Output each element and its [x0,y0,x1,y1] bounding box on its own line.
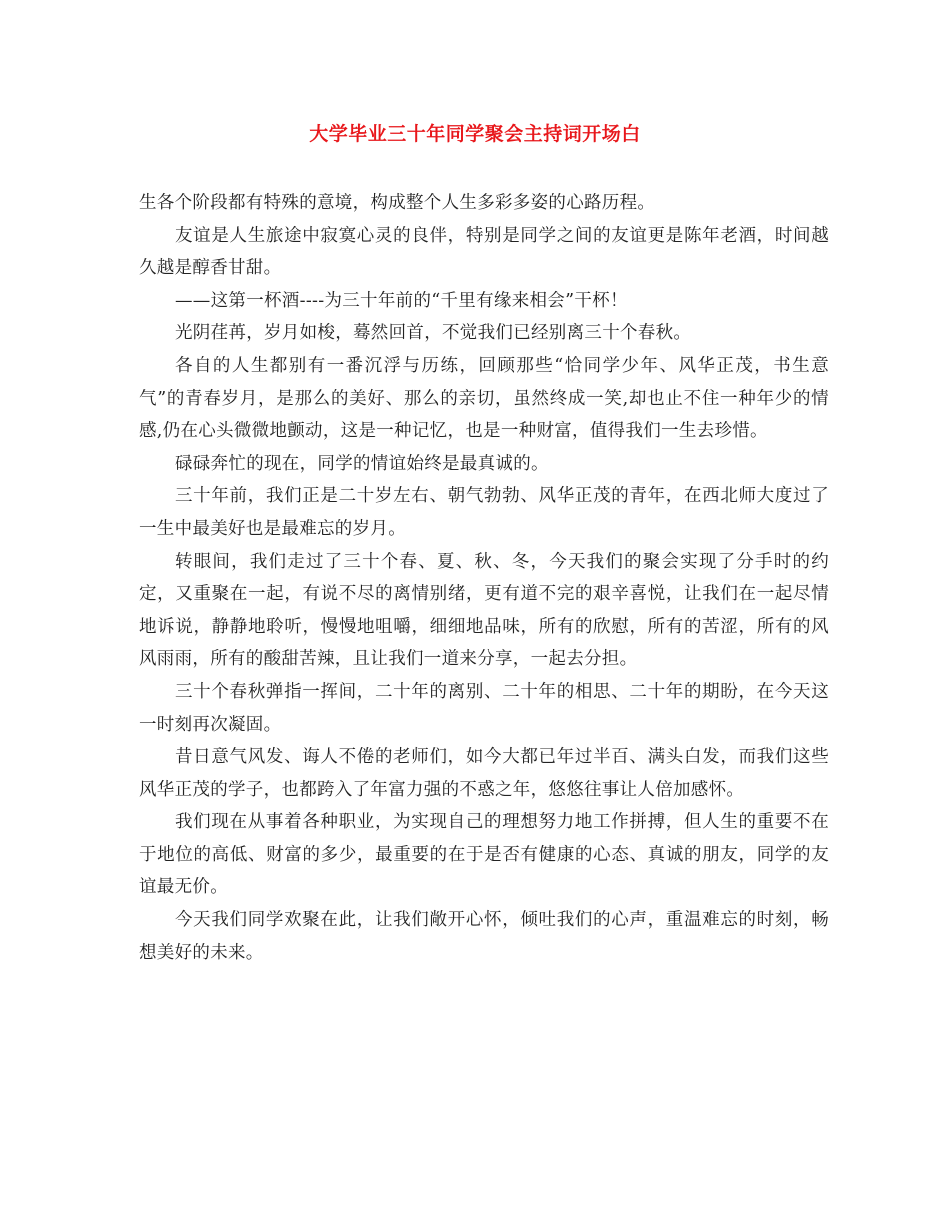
body-paragraph: 三十个春秋弹指一挥间，二十年的离别、二十年的相思、二十年的期盼，在今天这一时刻再次凝固。 [139,681,829,735]
body-paragraph: 光阴荏苒，岁月如梭，蓦然回首，不觉我们已经别离三十个春秋。 [175,323,692,344]
body-paragraph: 各自的人生都别有一番沉浮与历练，回顾那些“恰同学少年、风华正茂，书生意气”的青春岁月，是那么的美好、那么的亲切，虽然终成一笑,却也止不住一种年少的情感,仍在心头微微地颤动，这是一种记忆，也是一种财富，值得我们一生去珍惜。 [139,355,829,442]
document-title: 大学毕业三十年同学聚会主持词开场白 [309,123,641,145]
body-paragraph: 友谊是人生旅途中寂寞心灵的良伴，特别是同学之间的友谊更是陈年老酒，时间越久越是醇香甘甜。 [139,225,829,279]
body-paragraph: 碌碌奔忙的现在，同学的情谊始终是最真诚的。 [175,453,549,474]
body-paragraph: 转眼间，我们走过了三十个春、夏、秋、冬，今天我们的聚会实现了分手时的约定，又重聚在一起，有说不尽的离情别绪，更有道不完的艰辛喜悦，让我们在一起尽情地诉说，静静地聆听，慢慢地咀嚼，细细地品味，所有的欣慰，所有的苦涩，所有的风风雨雨，所有的酸甜苦辣，且让我们一道来分享，一起去分担。 [139,551,829,670]
body-paragraph: 今天我们同学欢聚在此，让我们敞开心怀，倾吐我们的心声，重温难忘的时刻，畅想美好的未来。 [139,910,829,963]
body-paragraph: ——这第一杯酒----为三十年前的“千里有缘来相会”干杯！ [175,290,628,311]
document-body [139,187,829,969]
body-paragraph: 我们现在从事着各种职业，为实现自己的理想努力地工作拼搏，但人生的重要不在于地位的高低、财富的多少，最重要的在于是否有健康的心态、真诚的朋友，同学的友谊最无价。 [139,812,829,898]
body-paragraph: 生各个阶段都有特殊的意境，构成整个人生多彩多姿的心路历程。 [139,193,656,213]
body-paragraph: 三十年前，我们正是二十岁左右、朝气勃勃、风华正茂的青年，在西北师大度过了一生中最美好也是最难忘的岁月。 [139,486,829,539]
body-paragraph: 昔日意气风发、诲人不倦的老师们，如今大都已年过半百、满头白发，而我们这些风华正茂的学子，也都跨入了年富力强的不惑之年，悠悠往事让人倍加感怀。 [139,747,829,800]
